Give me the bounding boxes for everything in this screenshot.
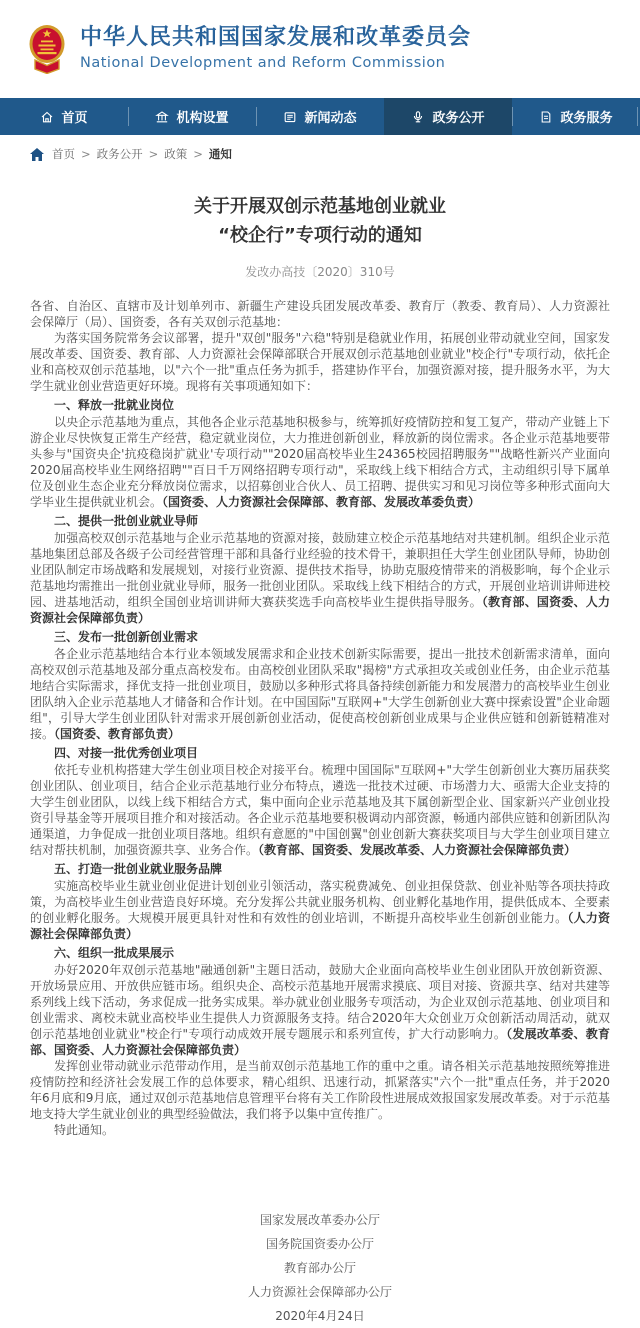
signature-lines [30,1208,610,1304]
section-heading: 二、提供一批创业就业导师 [54,514,199,528]
section-heading: 六、组织一批成果展示 [54,946,175,960]
paragraph: 办好2020年双创示范基地"融通创新"主题日活动，鼓励大企业面向高校毕业生创业团队开放创新资源、开放场景应用、开放供应链市场。组织央企、高校示范基地开展需求摸底、项目对接、资源共享、结对共建等系列线上线下活动，务求促成一批务实成果。举办就业创业服务专项活动，为企业双创示范基地、创业项目和创业需求、离校未就业高校毕业生提供人力资源服务支持。结合2020年大众创业万众创新活动周活动，就双创示范基地创业就业"校企行"专项行动成效开展专题展示和系列宣传，扩大行动影响力。（发展改革委、教育部、国资委、人力资源社会保障部负责） [30,963,610,1057]
responsible-departments: （教育部、国资委、人力资源社会保障部负责） [30,595,610,625]
breadcrumb-item-home[interactable]: 首页 [52,147,75,161]
paragraph: 各省、自治区、直辖市及计划单列市、新疆生产建设兵团发展改革委、教育厅（教委、教育局）、人力资源社会保障厅（局）、国资委，各有关双创示范基地： [30,299,610,329]
paragraph: 特此通知。 [54,1123,115,1137]
signature-block [30,1208,610,1328]
document-title-line2: “校企行”专项行动的通知 [218,225,422,246]
breadcrumb-home-icon [30,148,44,161]
document-title [30,192,610,250]
signature-line: 人力资源社会保障部办公厅 [247,1285,392,1299]
home-icon [40,110,54,124]
paragraph: 以央企示范基地为重点，其他各企业示范基地积极参与，统筹抓好疫情防控和复工复产，带动产业链上下游企业尽快恢复正常生产经营，稳定就业岗位，大力推进创新创业，释放新的岗位需求。各企业示范基地要带头参与"国资央企'抗疫稳岗扩就业'专项行动""2020届高校毕业生24365校园招聘服务""战略性新兴产业面向2020届高校毕业生网络招聘""百日千万网络招聘专项行动"，采取线上线下相结合方式，主动组织引导下属单位及创业生态企业充分释放岗位需求，以招募创业合伙人、员工招聘、提供实习和见习岗位等多种形式面向大学毕业生提供就业机会。（国资委、人力资源社会保障部、教育部、发展改革委负责） [30,415,610,509]
section-heading: 三、发布一批创新创业需求 [54,630,199,644]
signature-line: 国务院国资委办公厅 [265,1237,374,1251]
breadcrumb [0,135,640,170]
nav-item-label: 政务服务 [560,111,613,126]
document-body [30,298,610,1138]
institution-icon [155,110,169,124]
breadcrumb-item-notice: 通知 [208,147,232,161]
breadcrumb-separator: > [148,147,159,161]
paragraph: 实施高校毕业生就业创业促进计划创业引领活动，落实税费减免、创业担保贷款、创业补贴等各项扶持政策，为高校毕业生创业营造良好环境。充分发挥公共就业服务机构、创业孵化基地作用，提供低成本、全要素的创业孵化服务。大规模开展更具针对性和有效性的创业培训，不断提升高校毕业生创新创业能力。（人力资源社会保障部负责） [30,879,610,941]
paragraph: 依托专业机构搭建大学生创业项目校企对接平台。梳理中国国际"互联网+"大学生创新创业大赛历届获奖创业团队、创业项目，结合企业示范基地行业分布特点，遴选一批技术过硬、市场潜力大、亟需大企业支持的大学生创业团队，以线上线下相结合方式，集中面向企业示范基地及其下属创新型企业、国家新兴产业创业投资引导基金等开展项目推介和对接活动。各企业示范基地要积极调动内部资源，畅通内部供应链和创新团队沟通渠道，力争促成一批创业项目落地。组织有意愿的"中国创翼"创业创新大赛获奖项目与大学生创业项目建立结对帮扶机制，加强资源共享、业务合作。（教育部、国资委、发展改革委、人力资源社会保障部负责） [30,763,610,857]
breadcrumb-item-policy[interactable]: 政策 [164,147,188,161]
section-heading: 五、打造一批创业就业服务品牌 [54,862,223,876]
nav-item-gov-info[interactable] [384,98,512,135]
main-nav [0,98,640,135]
paragraph: 各企业示范基地结合本行业本领域发展需求和企业技术创新实际需要，提出一批技术创新需求清单，面向高校双创示范基地及部分重点高校发布。由高校创业团队采取"揭榜"方式承担攻关或创业任务，由企业示范基地结合实际需求，择优支持一批创业项目，鼓励以多种形式将具备持续创新能力和发展潜力的高校毕业生创业团队纳入企业示范基地人才储备和合作计划。在中国国际"互联网+"大学生创新创业大赛中探索设置"企业命题组"，引导大学生创业团队针对需求开展创新创业活动，促使高校创新创业成果与企业供应链和创新链精准对接。（国资委、教育部负责） [30,647,610,741]
national-emblem-logo [28,24,66,74]
document-icon [539,110,553,124]
responsible-departments: （人力资源社会保障部负责） [30,911,610,941]
signature-line: 国家发展改革委办公厅 [259,1213,380,1227]
nav-item-news[interactable] [256,98,384,135]
news-icon [283,110,297,124]
site-title-chinese: 中华人民共和国国家发展和改革委员会 [80,25,472,50]
signature-line: 教育部办公厅 [283,1261,356,1275]
responsible-departments: （国资委、人力资源社会保障部、教育部、发展改革委负责） [162,495,481,509]
signature-date: 2020年4月24日 [275,1309,365,1323]
responsible-departments: （教育部、国资委、发展改革委、人力资源社会保障部负责） [258,843,577,857]
site-header [0,0,640,98]
nav-item-label: 政务公开 [432,111,485,126]
nav-item-organization[interactable] [128,98,256,135]
notice-document [0,192,640,1328]
section-heading: 一、释放一批就业岗位 [54,398,175,412]
responsible-departments: （发展改革委、教育部、国资委、人力资源社会保障部负责） [30,1027,610,1057]
nav-item-home[interactable] [0,98,128,135]
document-title-line1: 关于开展双创示范基地创业就业 [194,196,446,217]
microphone-icon [411,110,425,124]
paragraph: 加强高校双创示范基地与企业示范基地的资源对接，鼓励建立校企示范基地结对共建机制。组织企业示范基地集团总部及各级子公司经营管理干部和具备行业经验的技术骨干，兼职担任大学生创业团队导师，协助创业团队制定市场战略和发展规划，对接行业资源、提供技术指导，协助克服疫情带来的消极影响，每个企业示范基地均需推出一批创业就业导师，服务一批创业团队。采取线上线下相结合的方式，开展创业培训讲师进校园、进基地活动，组织全国创业培训讲师大赛获奖选手向高校毕业生提供指导服务。（教育部、国资委、人力资源社会保障部负责） [30,531,610,625]
responsible-departments: （国资委、教育部负责） [54,727,181,741]
breadcrumb-separator: > [193,147,203,161]
breadcrumb-separator: > [81,147,91,161]
nav-item-gov-services[interactable] [512,98,640,135]
paragraph: 为落实国务院常务会议部署，提升"双创"服务"六稳"特别是稳就业作用，拓展创业带动就业空间，国家发展改革委、国资委、教育部、人力资源社会保障部联合开展双创示范基地创业就业"校企行"专项行动，依托企业和高校双创示范基地，以"六个一批"重点任务为抓手，搭建协作平台，加强资源对接，提升服务水平，为大学生就业创业营造更好环境。现将有关事项通知如下： [30,331,610,393]
nav-item-label: 机构设置 [176,111,229,126]
document-number: 发改办高技〔2020〕310号 [245,265,395,279]
nav-item-label: 首页 [61,111,88,126]
section-heading: 四、对接一批优秀创业项目 [54,746,199,760]
paragraph: 发挥创业带动就业示范带动作用，是当前双创示范基地工作的重中之重。请各相关示范基地按照统筹推进疫情防控和经济社会发展工作的总体要求，精心组织、迅速行动，抓紧落实"六个一批"重点任务，并于2020年6月底和9月底，通过双创示范基地信息管理平台将有关工作阶段性进展成效报国家发展改革委。对于示范基地支持大学生就业创业的典型经验做法，我们将予以集中宣传推广。 [30,1059,610,1121]
nav-item-label: 新闻动态 [304,111,357,126]
site-title-english: National Development and Reform Commission [80,55,446,71]
breadcrumb-item-gov-info[interactable]: 政务公开 [96,147,143,161]
